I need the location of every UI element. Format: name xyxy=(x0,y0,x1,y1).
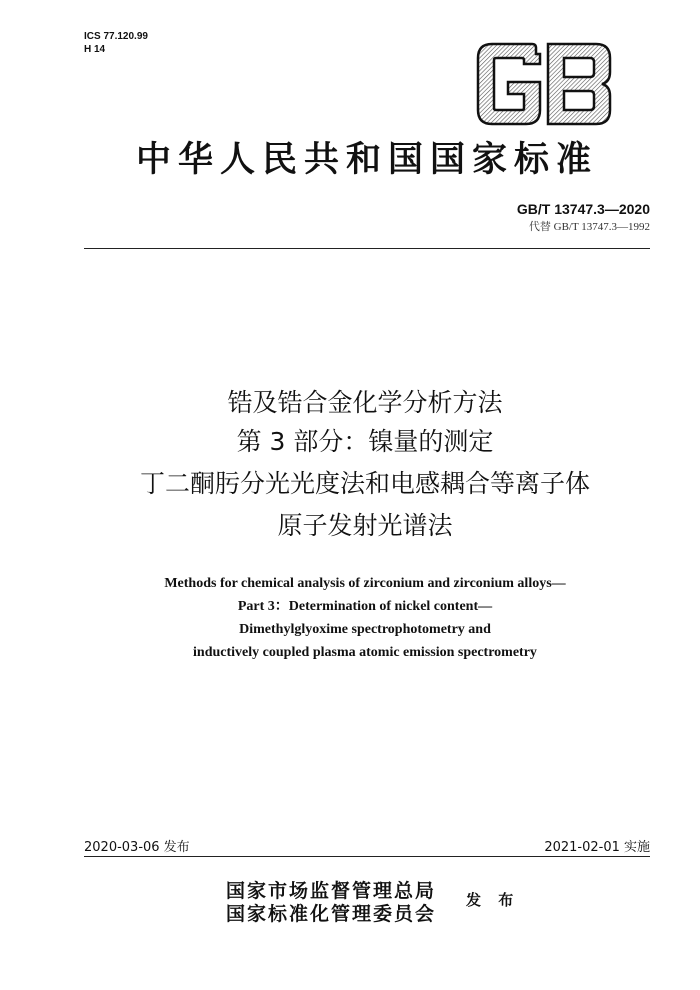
ics-code: ICS 77.120.99 xyxy=(84,31,148,42)
gb-logo-icon xyxy=(474,42,614,126)
chinese-title-line-2: 第 3 部分：镍量的测定 xyxy=(236,427,494,456)
chinese-title-line-3: 丁二酮肟分光光度法和电感耦合等离子体 xyxy=(139,469,590,498)
chinese-title-line-4: 原子发射光谱法 xyxy=(277,511,453,540)
document-header-codes xyxy=(84,30,148,56)
english-title-line-1: Methods for chemical analysis of zirconium and zirconium alloys— xyxy=(164,576,566,591)
english-title-line-4: inductively coupled plasma atomic emission spectrometry xyxy=(193,645,537,660)
issue-date: 2020-03-06 发布 xyxy=(84,840,190,855)
implementation-date: 2021-02-01 实施 xyxy=(544,840,650,855)
issuer-samr: 国家市场监督管理总局 xyxy=(226,880,437,902)
standard-number: GB/T 13747.3—2020 xyxy=(516,201,650,217)
english-title-line-3: Dimethylglyoxime spectrophotometry and xyxy=(239,622,491,637)
chinese-title-line-1: 锆及锆合金化学分析方法 xyxy=(227,388,503,417)
ccs-code: H 14 xyxy=(84,44,106,55)
english-title-line-2: Part 3：Determination of nickel content— xyxy=(237,599,493,614)
replaces-note: 代替 GB/T 13747.3—1992 xyxy=(528,221,650,233)
footer-divider xyxy=(84,856,650,857)
national-standard-title: 中华人民共和国国家标准 xyxy=(135,139,598,180)
header-divider xyxy=(84,248,650,249)
issuer-sac: 国家标准化管理委员会 xyxy=(226,903,437,925)
publish-label: 发 布 xyxy=(466,891,520,909)
